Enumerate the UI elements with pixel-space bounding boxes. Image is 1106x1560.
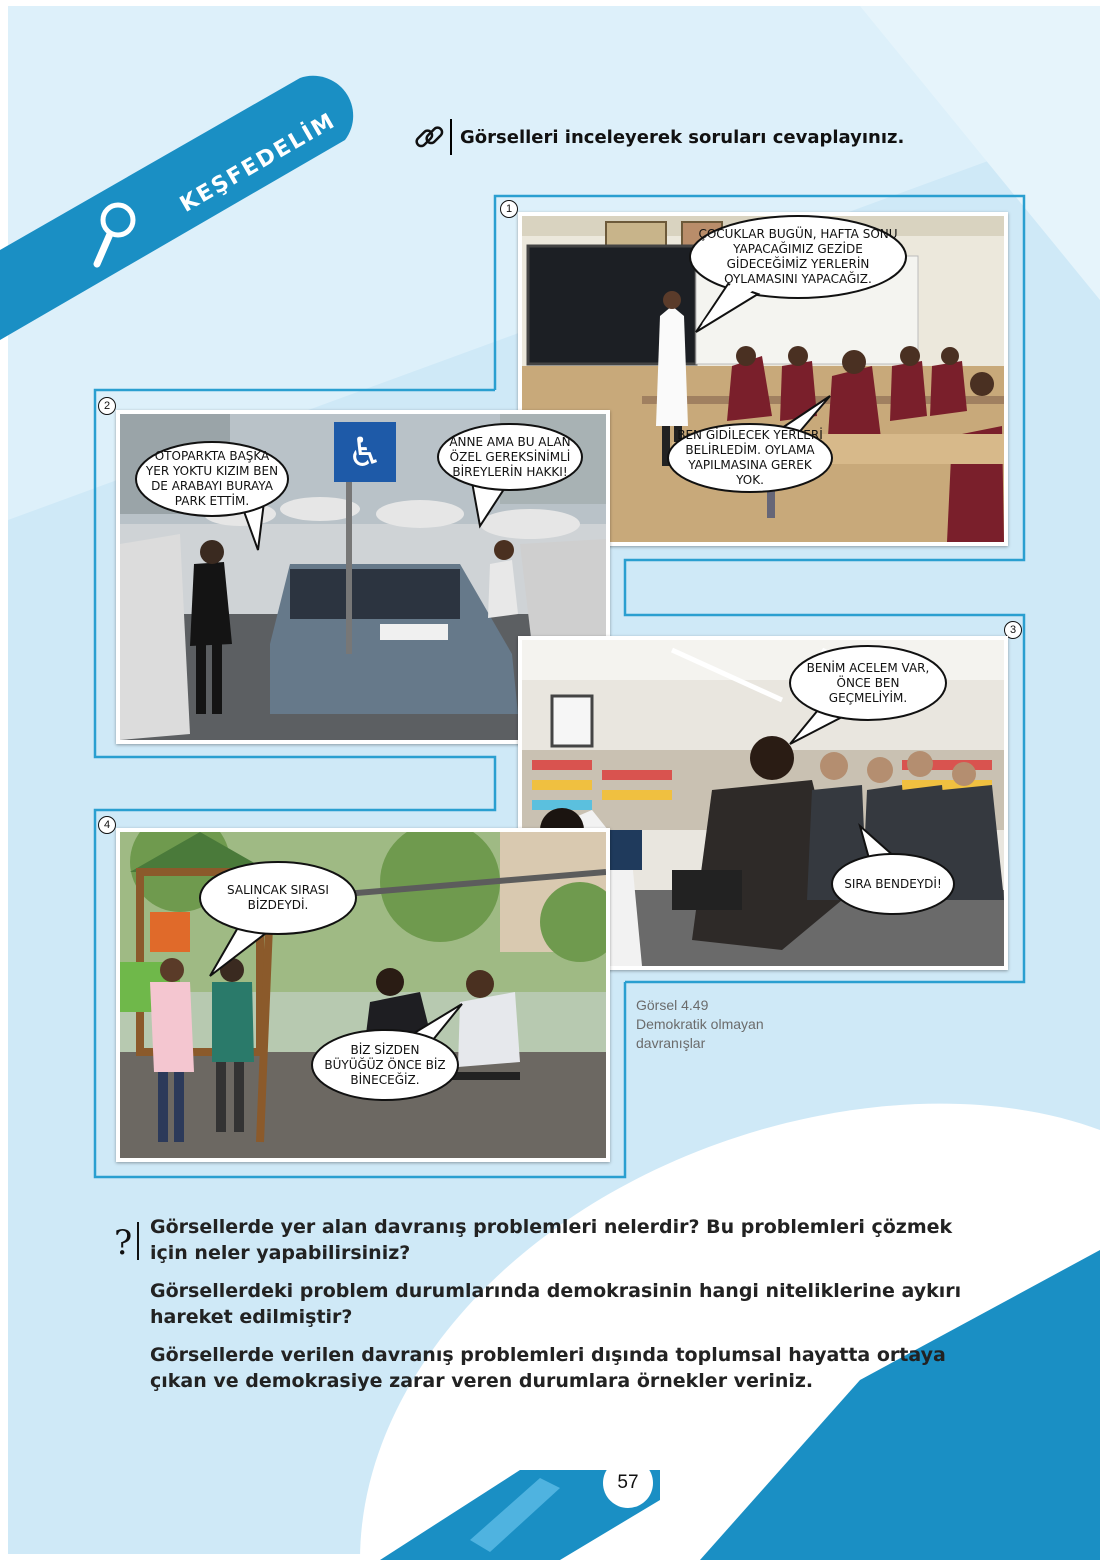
speech-bubble-man: [788, 644, 948, 722]
panel-number-1: 1: [500, 200, 518, 218]
bubble-text: SIRA BENDEYDİ!: [844, 876, 942, 891]
caption-line-2: Demokratik olmayan: [636, 1016, 764, 1032]
speech-bubble-student: [666, 422, 834, 494]
page-number: 57: [603, 1458, 653, 1508]
instruction-divider: [450, 119, 452, 155]
question-3: Görsellerde verilen davranış problemleri dışında toplumsal hayatta ortaya çıkan ve demokrasiye zarar veren durumlara örnekler veriniz.: [150, 1344, 946, 1392]
speech-bubble-teens: [310, 1028, 460, 1102]
bubble-text: SALINCAK SIRASI BİZDEYDİ.: [227, 883, 329, 912]
bubble-text: BENİM ACELEM VAR, ÖNCE BEN GEÇMELİYİM.: [806, 660, 930, 705]
panel-number-4: 4: [98, 816, 116, 834]
instruction-text: Görselleri inceleyerek soruları cevaplayınız.: [460, 126, 905, 148]
question-1: Görsellerde yer alan davranış problemleri nelerdir? Bu problemleri çözmek için neler yapabilirsiniz?: [150, 1216, 953, 1264]
bubble-text: BİZ SİZDEN BÜYÜĞÜZ ÖNCE BİZ BİNECEĞİZ.: [324, 1042, 446, 1087]
speech-bubble-daughter: [436, 422, 584, 492]
caption-line-1: Görsel 4.49: [636, 997, 709, 1013]
question-mark-icon: [114, 1220, 144, 1260]
magnifier-icon: [88, 198, 148, 270]
caption-line-3: davranışlar: [636, 1035, 706, 1051]
bubble-text: BEN GİDİLECEK YERLERİ BELİRLEDİM. OYLAMA YAPILMASINA GEREK YOK.: [677, 428, 823, 487]
svg-text:♿: ♿: [347, 430, 383, 476]
bubble-text: ANNE AMA BU ALAN ÖZEL GEREKSİNİMLİ BİREYLERİN HAKKI!: [449, 434, 571, 479]
link-icon: [412, 118, 448, 156]
speech-bubble-woman: [830, 852, 956, 916]
speech-bubble-teacher: [688, 214, 908, 300]
instruction: [412, 118, 904, 156]
svg-text:?: ?: [114, 1223, 133, 1260]
speech-bubble-girl: [198, 860, 358, 936]
bubble-text: ÇOCUKLAR BUGÜN, HAFTA SONU YAPACAĞIMIZ GEZİDE GİDECEĞİMİZ YERLERİN OYLAMASINI YAPACAĞIZ.: [698, 227, 898, 286]
panel-number-3: 3: [1004, 621, 1022, 639]
panel-4-playground-photo: [116, 828, 610, 1162]
bubble-text: OTOPARKTA BAŞKA YER YOKTU KIZIM BEN DE ARABAYI BURAYA PARK ETTİM.: [145, 449, 279, 508]
speech-bubble-mother: [134, 440, 290, 518]
section-badge-label: KEŞFEDELİM: [176, 108, 341, 218]
panel-number-2: 2: [98, 397, 116, 415]
question-2: Görsellerdeki problem durumlarında demokrasinin hangi niteliklerine aykırı hareket edilmiştir?: [150, 1280, 962, 1328]
figure-caption: [636, 996, 764, 1053]
